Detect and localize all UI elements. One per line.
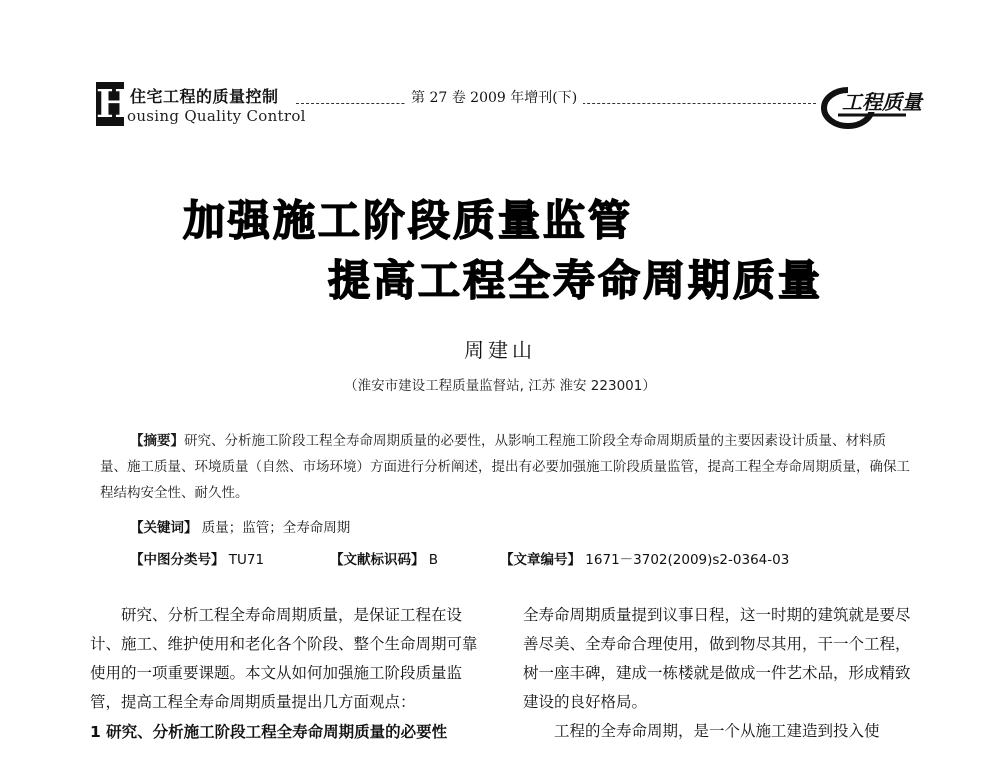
- doc-code-label: 【文献标识码】: [330, 552, 425, 568]
- body-paragraph: 研究、分析工程全寿命周期质量，是保证工程在设计、施工、维护使用和老化各个阶段、整个生命周期可靠使用的一项重要课题。本文从如何加强施工阶段质量监管，提高工程全寿命周期质量提出几方面观点：: [90, 606, 478, 711]
- abstract-text: 研究、分析施工阶段工程全寿命周期质量的必要性，从影响工程施工阶段全寿命周期质量的主要因素设计质量、材料质量、施工质量、环境质量（自然、市场环境）方面进行分析阐述，提出有必要加强施工阶段质量监管，提高工程全寿命周期质量，确保工程结构安全性、耐久性。: [100, 433, 910, 501]
- body-left-column: [90, 601, 490, 747]
- affiliation: （淮安市建设工程质量监督站, 江苏 淮安 223001）: [344, 378, 656, 394]
- article-number: [500, 548, 789, 568]
- keywords: [130, 516, 350, 536]
- logo-text: 工程质量: [842, 90, 922, 114]
- abstract-label: 【摘要】: [130, 433, 184, 449]
- article-number-label: 【文章编号】: [500, 552, 581, 568]
- clc-label: 【中图分类号】: [130, 552, 225, 568]
- document-code: [330, 548, 438, 568]
- keywords-text: 质量；监管；全寿命周期: [201, 520, 351, 536]
- body-paragraph: 全寿命周期质量提到议事日程，这一时期的建筑就是要尽善尽美、全寿命合理使用，做到物尽其用，干一个工程，树一座丰碑，建成一栋楼就是做成一件艺术品，形成精致建设的良好格局。: [523, 606, 911, 711]
- doc-code-value: B: [428, 552, 439, 568]
- article-title-line2: 提高工程全寿命周期质量: [328, 256, 824, 305]
- journal-letter-logo: H: [96, 81, 132, 126]
- keywords-label: 【关键词】: [130, 520, 198, 536]
- abstract: [100, 428, 910, 506]
- body-right-column: [523, 601, 918, 746]
- journal-name-en: ousing Quality Control: [127, 107, 306, 125]
- quality-logo-icon: [818, 82, 922, 130]
- clc-number: [130, 548, 264, 568]
- article-number-value: 1671－3702(2009)s2-0364-03: [585, 552, 790, 568]
- journal-name-cn: 住宅工程的质量控制: [130, 87, 279, 106]
- journal-header: [96, 81, 306, 130]
- issue-info: 第 27 卷 2009 年增刊(下): [405, 87, 583, 107]
- section-heading-1: 1 研究、分析施工阶段工程全寿命周期质量的必要性: [90, 723, 448, 741]
- body-paragraph: 工程的全寿命周期，是一个从施工建造到投入使: [554, 722, 880, 740]
- author: 周建山: [464, 338, 536, 362]
- article-title-line1: 加强施工阶段质量监管: [183, 196, 634, 245]
- clc-value: TU71: [228, 552, 265, 568]
